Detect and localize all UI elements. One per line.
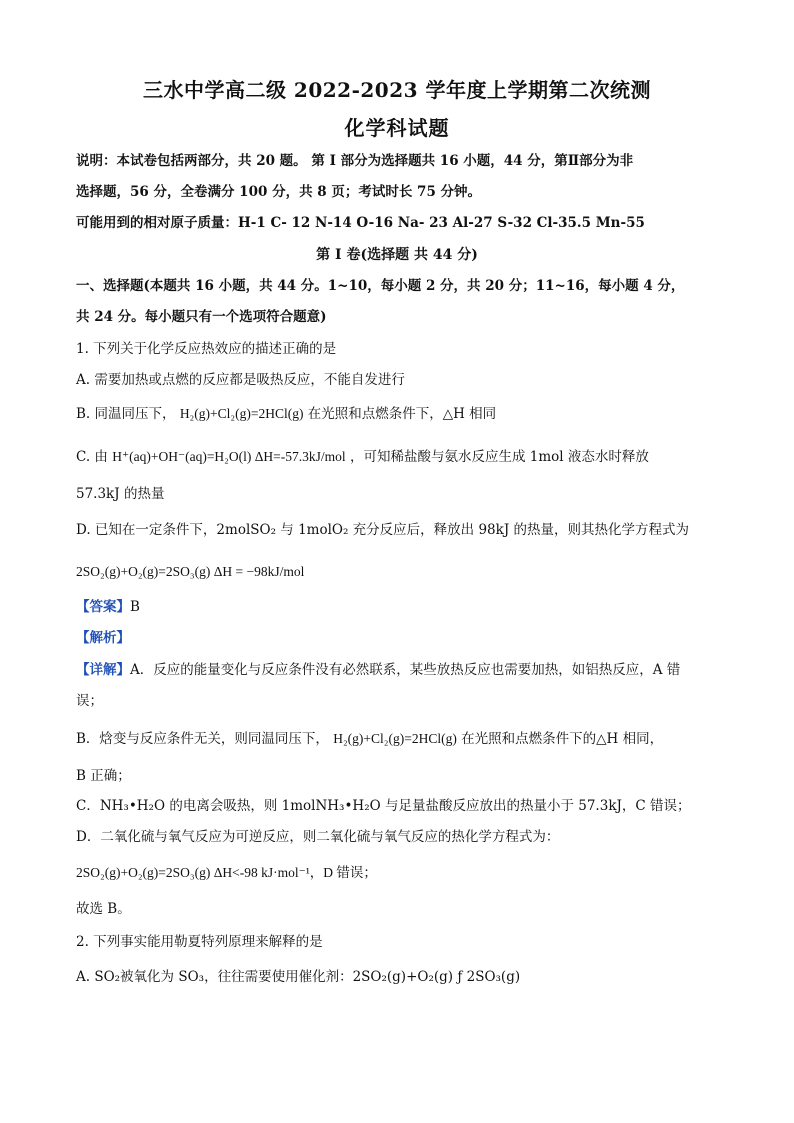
detail-b-line-2: B 正确； bbox=[76, 768, 131, 784]
detail-b-equation: H₂(g)+Cl₂(g)=2HCl(g) bbox=[333, 731, 457, 746]
answer-value: B bbox=[130, 599, 140, 615]
question-1-stem: 1. 下列关于化学反应热效应的描述正确的是 bbox=[76, 341, 337, 357]
answer-label: 【答案】 bbox=[76, 599, 130, 615]
document-title: 三水中学高二级 2022-2023 学年度上学期第二次统测 bbox=[142, 78, 652, 102]
q1-option-b bbox=[76, 405, 496, 423]
detail-d-line: D．二氧化硫与氧气反应为可逆反应，则二氧化硫与氧气反应的热化学方程式为： bbox=[76, 829, 560, 845]
q1-option-c-suffix: ，可知稀盐酸与氨水反应生成 1mol 液态水时释放 bbox=[349, 449, 649, 465]
detail-c-line: C．NH₃•H₂O 的电离会吸热，则 1molNH₃•H₂O 与足量盐酸反应放出的热量小于 57.3kJ，C 错误； bbox=[76, 798, 691, 814]
detail-b-line-1 bbox=[76, 730, 663, 748]
q1-option-d-equation: 2SO₂(g)+O₂(g)=2SO₃(g) ΔH = −98kJ/mol bbox=[76, 564, 305, 579]
subject-title: 化学科试题 bbox=[344, 116, 450, 140]
q1-option-c-prefix: C. 由 bbox=[76, 449, 108, 465]
q1-option-c-continued: 57.3kJ 的热量 bbox=[76, 486, 165, 502]
q1-option-a: A. 需要加热或点燃的反应都是吸热反应，不能自发进行 bbox=[76, 372, 405, 388]
conclusion-line: 故选 B。 bbox=[76, 901, 131, 917]
detail-label: 【详解】 bbox=[76, 662, 130, 678]
q1-option-c bbox=[76, 448, 649, 466]
q1-option-b-suffix: 在光照和点燃条件下，△H 相同 bbox=[307, 406, 497, 422]
detail-a-text: A．反应的能量变化与反应条件没有必然联系，某些放热反应也需要加热，如铝热反应，A 错 bbox=[130, 662, 681, 678]
section-intro-1: 一、选择题(本题共 16 小题，共 44 分。1~10，每小题 2 分，共 20 分；11~16，每小题 4 分， bbox=[76, 278, 685, 294]
analysis-label: 【解析】 bbox=[76, 630, 130, 646]
detail-a-line-2: 误； bbox=[76, 693, 103, 709]
atomic-mass-line: 可能用到的相对原子质量：H-1 C- 12 N-14 O-16 Na- 23 Al-27 S-32 Cl-35.5 Mn-55 bbox=[76, 215, 645, 231]
notes-line-1: 说明：本试卷包括两部分，共 20 题。 第 I 部分为选择题共 16 小题，44 分，第Ⅱ部分为非 bbox=[76, 153, 634, 169]
section-title: 第 I 卷(选择题 共 44 分) bbox=[316, 247, 478, 263]
q1-option-b-equation: H₂(g)+Cl₂(g)=2HCl(g) bbox=[179, 406, 304, 421]
q1-option-b-prefix: B. 同温同压下， bbox=[76, 406, 176, 422]
question-2-stem: 2. 下列事实能用勒夏特列原理来解释的是 bbox=[76, 934, 323, 950]
notes-line-2: 选择题，56 分，全卷满分 100 分，共 8 页；考试时长 75 分钟。 bbox=[76, 184, 482, 200]
detail-d-equation: 2SO₂(g)+O₂(g)=2SO₃(g) ΔH<-98 kJ·mol⁻¹，D 错误； bbox=[76, 865, 377, 880]
detail-b-prefix: B．焓变与反应条件无关，则同温同压下， bbox=[76, 731, 329, 747]
detail-a-line-1 bbox=[76, 661, 680, 679]
detail-b-suffix: 在光照和点燃条件下的△H 相同， bbox=[461, 731, 664, 747]
q2-option-a: A. SO₂被氧化为 SO₃，往往需要使用催化剂：2SO₂(g)+O₂(g) ƒ 2SO₃(g) bbox=[76, 969, 521, 985]
q1-option-c-equation: H⁺(aq)+OH⁻(aq)=H₂O(l) ΔH=-57.3kJ/mol bbox=[112, 449, 346, 464]
section-intro-2: 共 24 分。每小题只有一个选项符合题意) bbox=[76, 309, 327, 325]
answer-line bbox=[76, 598, 140, 616]
q1-option-d: D. 已知在一定条件下，2molSO₂ 与 1molO₂ 充分反应后，释放出 98kJ 的热量，则其热化学方程式为 bbox=[76, 522, 690, 538]
